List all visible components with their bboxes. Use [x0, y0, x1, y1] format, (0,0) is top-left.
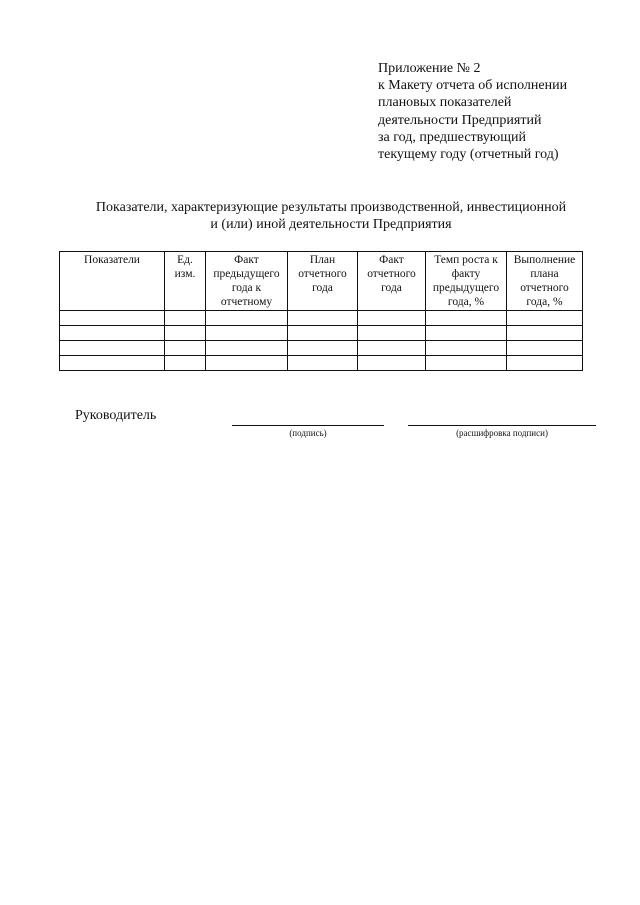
title-line: и (или) иной деятельности Предприятия	[210, 217, 452, 232]
column-header-line: года, %	[526, 296, 563, 308]
appendix-line: за год, предшествующий	[378, 129, 527, 145]
signature-caption: (подпись)	[289, 428, 327, 438]
column-header-line: изм.	[174, 268, 196, 280]
table-cell	[288, 356, 358, 371]
table-header-row	[60, 252, 583, 311]
signature-line	[232, 425, 384, 426]
column-header	[358, 252, 426, 311]
table-cell	[60, 311, 165, 326]
column-header-line: предыдущего	[432, 282, 500, 294]
appendix-line: Приложение № 2	[378, 61, 481, 76]
table-row	[60, 356, 583, 371]
table-cell	[206, 311, 288, 326]
table-cell	[165, 356, 206, 371]
column-header-line: отчетного	[520, 282, 569, 294]
column-header-line: года	[381, 282, 402, 294]
table-row	[60, 341, 583, 356]
indicators-table	[59, 251, 583, 371]
column-header	[165, 252, 206, 311]
table-body	[60, 311, 583, 371]
table-cell	[507, 311, 583, 326]
appendix-line: текущему году (отчетный год)	[378, 147, 559, 163]
title-line: Показатели, характеризующие результаты производственной, инвестиционной	[95, 200, 567, 215]
column-header-line: отчетному	[220, 296, 273, 308]
column-header-line: отчетного	[298, 268, 347, 280]
table-cell	[358, 311, 426, 326]
table-cell	[206, 341, 288, 356]
appendix-line: к Макету отчета об исполнении	[378, 78, 568, 94]
table-cell	[165, 341, 206, 356]
column-header-line: плана	[530, 268, 559, 280]
column-header-line: года	[312, 282, 333, 294]
column-header	[60, 252, 165, 311]
column-header-line: Факт	[379, 254, 404, 266]
column-header	[507, 252, 583, 311]
table-cell	[426, 326, 507, 341]
table-cell	[358, 341, 426, 356]
table-cell	[507, 356, 583, 371]
column-header-line: План	[309, 254, 336, 266]
column-header-line: Факт	[234, 254, 259, 266]
table-cell	[206, 356, 288, 371]
table-cell	[60, 326, 165, 341]
table-cell	[358, 326, 426, 341]
column-header-line: года к	[231, 282, 262, 294]
column-header-line: факту	[451, 268, 481, 280]
table-cell	[60, 341, 165, 356]
column-header-line: отчетного	[367, 268, 416, 280]
appendix-line: плановых показателей	[378, 95, 512, 111]
decoding-line	[408, 425, 596, 426]
table-cell	[288, 326, 358, 341]
column-header-line: Выполнение	[513, 254, 576, 266]
column-header	[426, 252, 507, 311]
table-cell	[165, 326, 206, 341]
column-header-line: предыдущего	[213, 268, 280, 280]
document-title	[40, 199, 622, 233]
table-row	[60, 311, 583, 326]
signature-block	[75, 407, 605, 447]
appendix-block	[378, 60, 618, 163]
table-cell	[60, 356, 165, 371]
table-cell	[165, 311, 206, 326]
decoding-caption: (расшифровка подписи)	[456, 428, 548, 438]
table-cell	[426, 311, 507, 326]
column-header-line: Темп роста к	[434, 254, 498, 266]
column-header-line: Ед.	[177, 254, 193, 266]
table-cell	[507, 341, 583, 356]
table-cell	[426, 341, 507, 356]
column-header	[288, 252, 358, 311]
column-header	[206, 252, 288, 311]
table-cell	[206, 326, 288, 341]
column-header-line: года, %	[447, 296, 485, 308]
table-cell	[426, 356, 507, 371]
table-cell	[288, 311, 358, 326]
table-cell	[288, 341, 358, 356]
table-cell	[358, 356, 426, 371]
appendix-line: деятельности Предприятий	[378, 112, 542, 128]
table-row	[60, 326, 583, 341]
signatory-label: Руководитель	[75, 408, 157, 423]
column-header-line: Показатели	[84, 254, 140, 266]
table-cell	[507, 326, 583, 341]
